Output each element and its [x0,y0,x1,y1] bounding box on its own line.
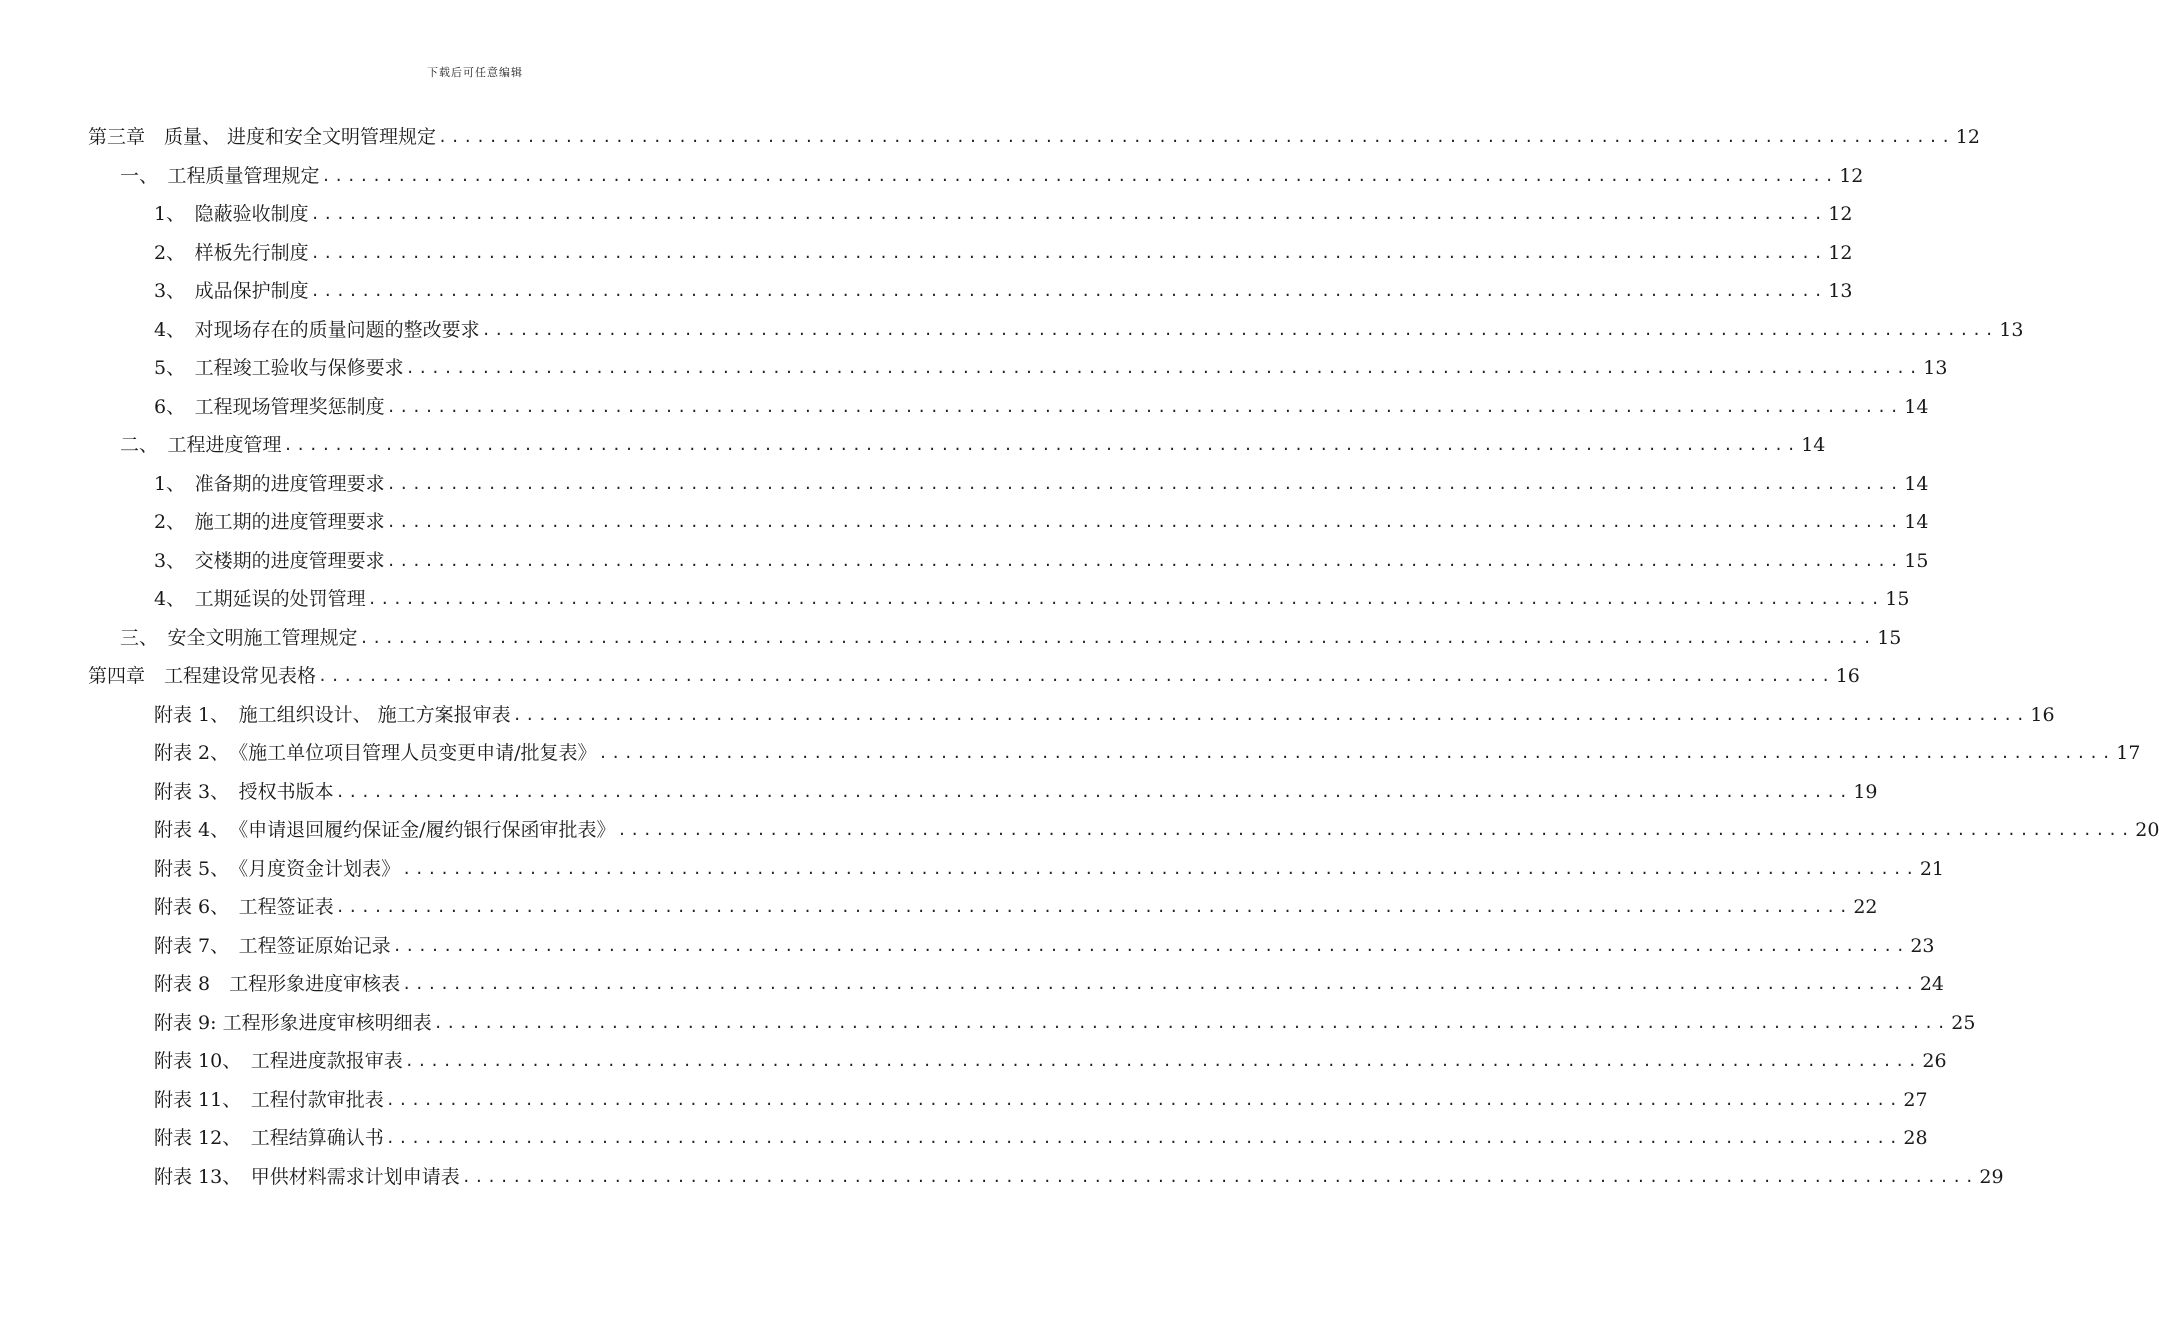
toc-dot-leader: ........................................................................................................................ [402,859,1918,878]
toc-entry-title: 附表 7、 工程签证原始记录 [154,934,391,957]
toc-page-number: 14 [1904,472,1929,495]
toc-entry-title: 附表 9: 工程形象进度审核明细表 [154,1011,432,1034]
toc-dot-leader: ........................................................................................................................ [386,397,1903,416]
toc-page-number: 13 [1923,357,1948,379]
toc-page-number: 12 [1839,164,1864,187]
toc-entry[interactable] [120,426,1826,464]
toc-entry-title: 二、 工程进度管理 [120,434,282,456]
toc-page-number: 14 [1904,511,1929,533]
toc-dot-leader: ........................................................................................................................ [617,821,2134,839]
toc-entry[interactable] [154,850,1945,888]
toc-entry-title: 附表 2、 《施工单位项目管理人员变更申请/批复表》 [154,742,597,764]
toc-dot-leader: ........................................................................................................................ [335,898,1852,916]
toc-entry[interactable] [120,157,1864,195]
toc-page-number: 13 [1828,280,1853,302]
toc-dot-leader: ........................................................................................................................ [402,975,1918,993]
toc-page-number: 15 [1877,626,1902,649]
toc-dot-leader: ........................................................................................................................ [481,320,1998,339]
toc-page-number: 25 [1951,1011,1976,1034]
toc-entry[interactable] [154,696,2055,734]
toc-page-number: 12 [1828,203,1853,225]
toc-page-number: 12 [1828,241,1853,264]
toc-entry[interactable] [154,1004,1976,1042]
toc-entry-title: 5、 工程竣工验收与保修要求 [154,357,404,379]
toc-page-number: 29 [1979,1165,2004,1188]
toc-dot-leader: ........................................................................................................................ [392,936,1909,955]
toc-entry-title: 4、 工期延误的处罚管理 [154,588,366,610]
toc-dot-leader: ........................................................................................................................ [405,359,1922,377]
toc-dot-leader: ........................................................................................................................ [310,282,1827,300]
toc-entry[interactable] [154,542,1929,580]
toc-entry-title: 三、 安全文明施工管理规定 [120,626,358,649]
toc-entry[interactable] [154,465,1929,503]
toc-entry-title: 附表 5、 《月度资金计划表》 [154,857,401,880]
toc-entry-title: 附表 4、 《申请退回履约保证金/履约银行保函审批表》 [154,819,616,841]
toc-entry[interactable] [154,272,1853,310]
toc-dot-leader: ........................................................................................................................ [310,243,1827,262]
toc-page-number: 15 [1885,588,1910,610]
toc-entry-title: 附表 10、 工程进度款报审表 [154,1050,403,1072]
toc-entry[interactable] [154,311,2024,349]
toc-entry[interactable] [154,888,1878,926]
toc-page-number: 17 [2116,742,2141,764]
toc-page-number: 28 [1903,1127,1928,1149]
toc-dot-leader: ........................................................................................................................ [386,474,1903,493]
toc-entry-title: 3、 成品保护制度 [154,280,309,302]
toc-dot-leader: ........................................................................................................................ [367,590,1884,608]
toc-entry[interactable] [154,349,1948,387]
toc-entry-title: 附表 11、 工程付款审批表 [154,1088,384,1111]
toc-entry-title: 1、 隐蔽验收制度 [154,203,309,225]
toc-dot-leader: ........................................................................................................................ [310,205,1827,223]
toc-entry[interactable] [88,118,1980,156]
toc-entry-title: 1、 准备期的进度管理要求 [154,472,385,495]
toc-dot-leader: ........................................................................................................................ [385,1090,1902,1109]
toc-entry[interactable] [154,965,1945,1003]
toc-dot-leader: ........................................................................................................................ [386,513,1903,531]
toc-entry-title: 附表 12、 工程结算确认书 [154,1127,384,1149]
toc-entry-title: 附表 13、 甲供材料需求计划申请表 [154,1165,460,1188]
toc-entry[interactable] [88,657,1860,695]
toc-dot-leader: ........................................................................................................................ [335,782,1852,801]
toc-entry-title: 4、 对现场存在的质量问题的整改要求 [154,318,480,341]
toc-page-number: 16 [2030,703,2055,726]
toc-entry-title: 附表 1、 施工组织设计、 施工方案报审表 [154,703,511,726]
toc-entry[interactable] [154,773,1878,811]
toc-entry[interactable] [154,1042,1947,1080]
toc-page-number: 20 [2135,819,2159,841]
toc-page-number: 24 [1919,973,1945,995]
toc-entry[interactable] [154,388,1929,426]
toc-page-number: 21 [1919,857,1945,880]
toc-page-number: 14 [1904,395,1929,418]
toc-entry[interactable] [154,1158,2004,1196]
toc-dot-leader: ........................................................................................................................ [598,744,2115,762]
toc-page-number: 27 [1903,1088,1928,1111]
toc-dot-leader: ........................................................................................................................ [404,1052,1921,1070]
toc-entry[interactable] [154,1081,1928,1119]
toc-entry-title: 2、 样板先行制度 [154,241,309,264]
toc-dot-leader: ........................................................................................................................ [461,1167,1978,1186]
toc-page-number: 15 [1904,549,1929,572]
toc-dot-leader: ........................................................................................................................ [321,166,1838,185]
toc-page-number: 14 [1801,434,1826,456]
toc-dot-leader: ........................................................................................................................ [433,1013,1950,1032]
toc-dot-leader: ........................................................................................................................ [512,705,2029,724]
toc-entry[interactable] [154,234,1853,272]
toc-page-number: 19 [1853,780,1878,803]
toc-page-number: 13 [1999,318,2024,341]
toc-entry[interactable] [154,927,1935,965]
toc-entry-title: 第三章 质量、 进度和安全文明管理规定 [88,126,437,148]
toc-dot-leader: ........................................................................................................................ [386,551,1903,570]
toc-page-number: 12 [1955,126,1980,148]
toc-page-number: 16 [1835,665,1860,687]
toc-entry-title: 附表 3、 授权书版本 [154,780,334,803]
toc-entry-title: 第四章 工程建设常见表格 [88,665,317,687]
page-header: 下载后可任意编辑 [427,66,523,79]
toc-entry-title: 附表 8 工程形象进度审核表 [154,973,401,995]
toc-entry-title: 附表 6、 工程签证表 [154,896,334,918]
toc-page-number: 22 [1853,896,1878,918]
toc-entry-title: 6、 工程现场管理奖惩制度 [154,395,385,418]
toc-entry-title: 3、 交楼期的进度管理要求 [154,549,385,572]
toc-entry-title: 2、 施工期的进度管理要求 [154,511,385,533]
toc-page-number: 23 [1910,934,1935,957]
toc-dot-leader: ........................................................................................................................ [318,667,1834,685]
toc-entry[interactable] [154,811,2159,849]
toc-dot-leader: ........................................................................................................................ [438,128,1954,146]
toc-entry[interactable] [154,503,1929,541]
toc-page-number: 26 [1922,1050,1947,1072]
toc-entry-title: 一、 工程质量管理规定 [120,164,320,187]
toc-entry[interactable] [154,195,1853,233]
toc-dot-leader: ........................................................................................................................ [283,436,1800,454]
toc-dot-leader: ........................................................................................................................ [359,628,1876,647]
toc-entry[interactable] [120,619,1902,657]
toc-entry[interactable] [154,580,1910,618]
toc-entry[interactable] [154,1119,1928,1157]
toc-entry[interactable] [154,734,2141,772]
toc-dot-leader: ........................................................................................................................ [385,1129,1902,1147]
